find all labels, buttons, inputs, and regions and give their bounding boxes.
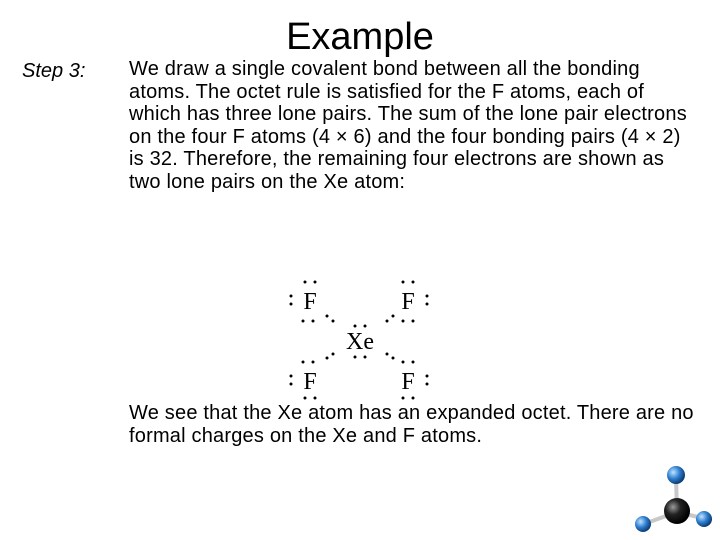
explanation-paragraph: We draw a single covalent bond between all the bonding atoms. The octet rule is satisfied for the F atoms, each of which has three lone pairs. The sum of the lone pair electrons on the four F atoms (4 × 6) and the four bonding pairs (4 × 2) is 32. Therefore, the remaining four electrons are shown as two lone pairs on the Xe atom: xyxy=(129,58,687,193)
fluorine-atom-bottom-left: F xyxy=(303,369,317,395)
fluorine-atom-bottom-right: F xyxy=(401,369,415,395)
fluorine-atom-top-right: F xyxy=(401,289,415,315)
xenon-atom: Xe xyxy=(346,329,374,355)
slide-title: Example xyxy=(286,16,434,58)
conclusion-paragraph: We see that the Xe atom has an expanded octet. There are no formal charges on the Xe and F atoms. xyxy=(129,402,694,447)
fluorine-atom-top-left: F xyxy=(303,289,317,315)
lewis-structure-xef4 xyxy=(270,266,450,406)
step-label: Step 3: xyxy=(22,60,86,82)
molecule-ball-and-stick-icon xyxy=(630,460,720,540)
